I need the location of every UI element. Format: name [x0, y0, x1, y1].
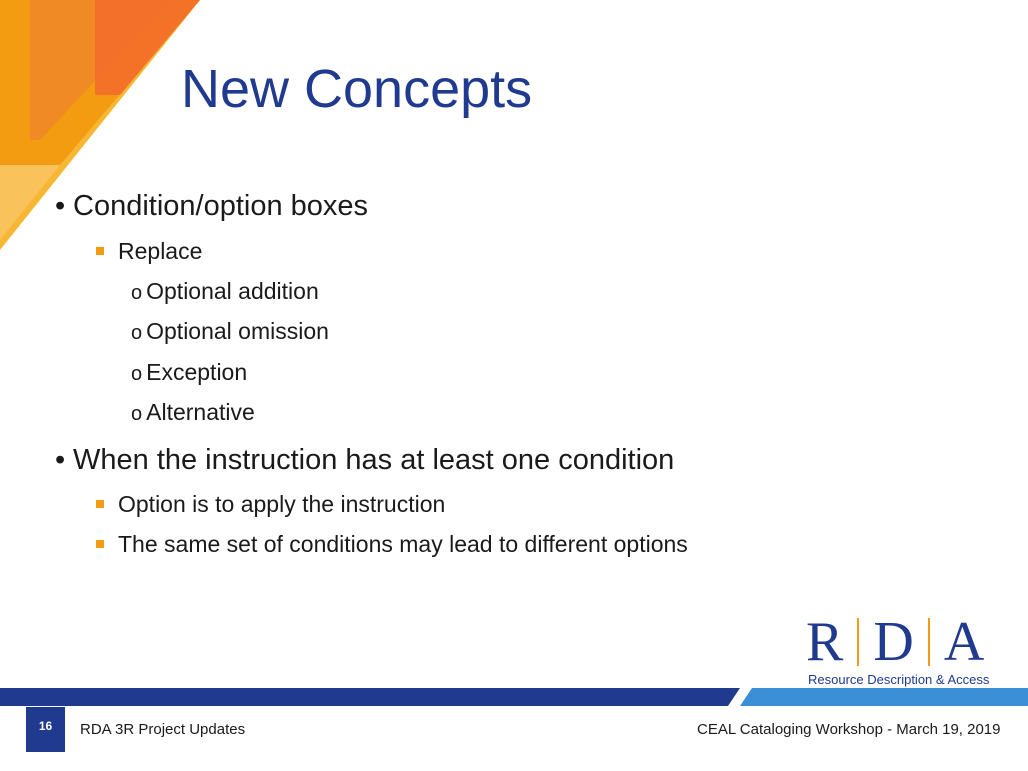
bullet-level1 — [55, 192, 368, 221]
bullet-text: The same set of conditions may lead to different options — [118, 531, 688, 557]
bullet-text: Exception — [146, 359, 248, 385]
bullet-text: Optional addition — [146, 278, 319, 304]
bullet-text: Optional omission — [146, 318, 329, 344]
bullet-level1 — [55, 446, 674, 475]
rda-logo — [806, 612, 1002, 692]
logo-tagline: Resource Description & Access — [808, 672, 990, 687]
rda-logo-letters — [806, 611, 985, 673]
slide-title: New Concepts — [181, 59, 533, 119]
footer-left-text: RDA 3R Project Updates — [80, 721, 246, 738]
bullet-text: When the instruction has at least one condition — [73, 444, 675, 476]
bullet-level3 — [131, 401, 255, 424]
footer-stripe — [0, 688, 1028, 706]
square-bullet-icon — [96, 500, 104, 508]
bullet-text: Alternative — [146, 399, 255, 425]
bullet-level2 — [96, 533, 688, 556]
bullet-dot: • — [55, 444, 66, 476]
bullet-dot: • — [55, 190, 66, 222]
logo-letter: D — [873, 611, 914, 673]
circle-bullet-icon: o — [131, 403, 143, 425]
circle-bullet-icon: o — [131, 363, 143, 385]
logo-divider — [857, 618, 859, 666]
bullet-text: Option is to apply the instruction — [118, 491, 446, 517]
bullet-text: Replace — [118, 238, 203, 264]
square-bullet-icon — [96, 540, 104, 548]
bullet-level3 — [131, 280, 319, 303]
bullet-level3 — [131, 361, 247, 384]
bullet-level2 — [96, 493, 445, 516]
logo-letter: A — [943, 611, 985, 673]
bullet-level3 — [131, 320, 329, 343]
page-number-box — [26, 707, 65, 752]
bullet-text: Condition/option boxes — [73, 190, 369, 222]
page-number: 16 — [38, 719, 53, 733]
bullet-level2 — [96, 240, 202, 263]
square-bullet-icon — [96, 247, 104, 255]
footer-right-text: CEAL Cataloging Workshop - March 19, 2019 — [697, 721, 1001, 738]
circle-bullet-icon: o — [131, 282, 143, 304]
circle-bullet-icon: o — [131, 322, 143, 344]
logo-letter: R — [806, 611, 844, 673]
logo-divider — [928, 618, 930, 666]
